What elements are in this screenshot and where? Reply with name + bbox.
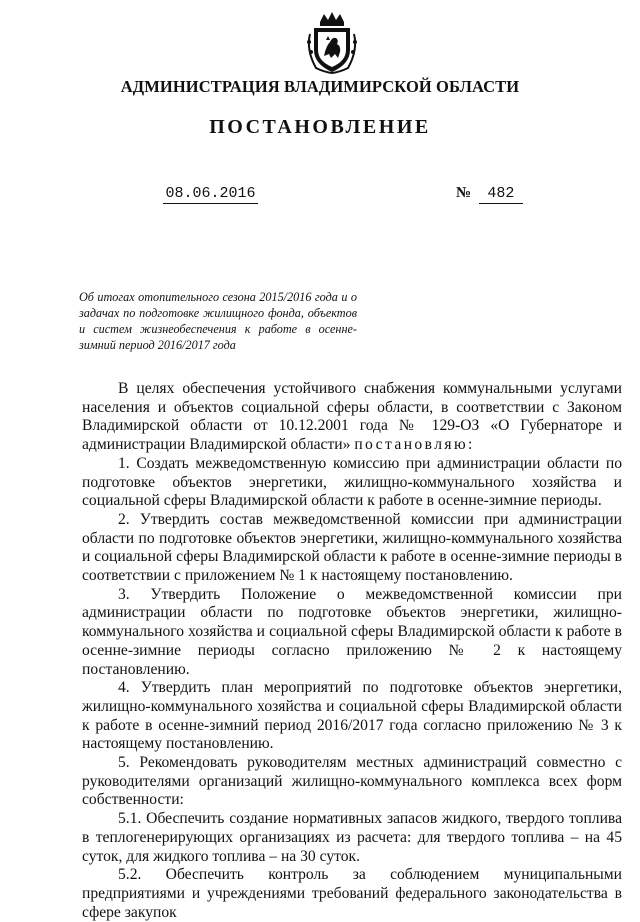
list-item: 4. Утвердить план мероприятий по подготовке объектов энергетики, жилищно-коммунального хозяйства и социальной сферы Владимирской области к работе в осенне-зимний период 2016/2017 года согласно приложению № 3 к настоящему постановлению.	[82, 679, 622, 753]
document-type-title: ПОСТАНОВЛЕНИЕ	[209, 116, 431, 138]
list-item: 5. Рекомендовать руководителям местных администраций совместно с руководителями организаций жилищно-коммунального комплекса всех форм собственности:	[82, 754, 622, 809]
list-item: 1. Создать межведомственную комиссию при администрации области по подготовке объектов энергетики, жилищно-коммунального хозяйства и социальной сферы Владимирской области к работе в осенне-зимние периоды.	[82, 454, 622, 510]
number-value: 482	[479, 185, 523, 204]
preamble-paragraph	[82, 380, 622, 455]
document-date: 08.06.2016	[163, 185, 258, 204]
preamble-text: В целях обеспечения устойчивого снабжения коммунальными услугами населения и объектов социальной сферы области, в соответствии с Законом Владимирской области от 10.12.2001 года № 129-ОЗ «О Губернаторе и администрации Владимирской области»	[82, 380, 622, 454]
list-item: 2. Утвердить состав межведомственной комиссии при администрации области по подготовке объектов энергетики, жилищно-коммунального хозяйства и социальной сферы Владимирской области к работе в осенне-зимние периоды в соответствии с приложением № 1 к настоящему постановлению.	[82, 510, 622, 585]
document-number	[456, 185, 523, 204]
document-subject: Об итогах отопительного сезона 2015/2016 года и о задачах по подготовке жилищного фонда, объектов и систем жизнеобеспечения к работе в осенне-зимний период 2016/2017 года	[79, 290, 357, 352]
list-item: 3. Утвердить Положение о межведомственной комиссии при администрации области по подготовке объектов энергетики, жилищно-коммунального хозяйства и социальной сферы Владимирской области к работе в осенне-зимние периоды согласно приложению № 2 к настоящему постановлению.	[82, 585, 622, 678]
resolve-word: постановляю:	[354, 436, 475, 454]
document-body	[82, 380, 622, 922]
list-item: 5.1. Обеспечить создание нормативных запасов жидкого, твердого топлива в теплогенерирующих организациях из расчета: для твердого топлива – на 45 суток, для жидкого топлива – на 30 суток.	[82, 810, 622, 865]
number-sign: №	[456, 185, 472, 201]
list-item: 5.2. Обеспечить контроль за соблюдением муниципальными предприятиями и учреждениями требований федерального законодательства в сфере закупок	[82, 866, 622, 921]
organization-name: АДМИНИСТРАЦИЯ ВЛАДИМИРСКОЙ ОБЛАСТИ	[120, 77, 520, 96]
coat-of-arms-emblem	[304, 10, 360, 74]
